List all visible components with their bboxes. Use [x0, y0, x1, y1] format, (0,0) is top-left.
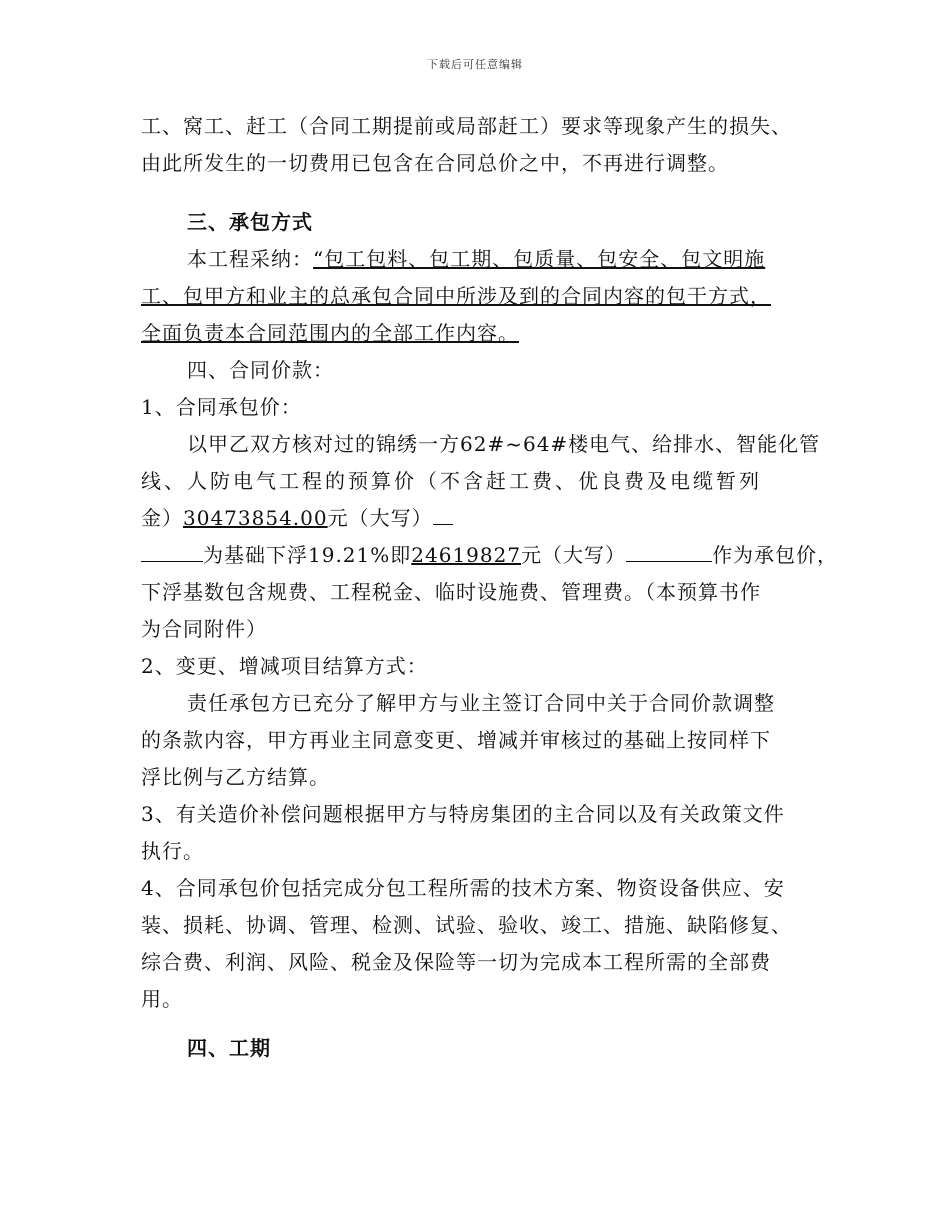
paragraph-line: 为合同附件） [141, 617, 267, 641]
paragraph-line: 以甲乙双方核对过的锦绣一方62#~64#楼电气、给排水、智能化管 [187, 432, 821, 456]
paragraph-line: 执行。 [141, 839, 204, 863]
paragraph-line: 下浮基数包含规费、工程税金、临时设施费、管理费。（本预算书作 [141, 580, 761, 604]
paragraph-line: 用。 [141, 987, 183, 1011]
paragraph-line: 责任承包方已充分了解甲方与业主签订合同中关于合同价款调整 [187, 691, 775, 715]
paragraph-line: 由此所发生的一切费用已包含在合同总价之中，不再进行调整。 [141, 151, 729, 175]
paragraph-line: 3、有关造价补偿问题根据甲方与特房集团的主合同以及有关政策文件 [141, 802, 785, 826]
paragraph-line: 工、窝工、赶工（合同工期提前或局部赶工）要求等现象产生的损失、 [141, 114, 792, 138]
item-title: 1、合同承包价： [141, 395, 302, 419]
document-body [141, 108, 839, 1067]
paragraph-line: 4、合同承包价包括完成分包工程所需的技术方案、物资设备供应、安 [141, 876, 785, 900]
page-header: 下载后可任意编辑 [427, 58, 523, 71]
paragraph-line: 浮比例与乙方结算。 [141, 765, 330, 789]
paragraph-line: 为基础下浮19.21%即24619827元（大写） 作为承包价， [141, 537, 813, 574]
blank-field [626, 537, 712, 562]
paragraph-line: 本工程采纳：“包工包料、包工期、包质量、包安全、包文明施 [187, 247, 766, 271]
section-heading: 四、工期 [187, 1036, 271, 1060]
paragraph-line: 全面负责本合同范围内的全部工作内容。 [141, 321, 519, 345]
paragraph-line: 装、损耗、协调、管理、检测、试验、验收、竣工、措施、缺陷修复、 [141, 913, 792, 937]
amount-value: 30473854.00 [183, 506, 328, 530]
blank-field [433, 500, 453, 525]
paragraph-line: 线、人防电气工程的预算价（不含赶工费、优良费及电缆暂列 [141, 469, 762, 493]
blank-field [141, 537, 203, 562]
section-heading: 四、合同价款： [187, 358, 334, 382]
item-title: 2、变更、增减项目结算方式： [141, 654, 428, 678]
paragraph-line: 工、包甲方和业主的总承包合同中所涉及到的合同内容的包干方式， [141, 284, 771, 308]
amount-value: 24619827 [411, 543, 522, 567]
section-heading: 三、承包方式 [187, 210, 313, 234]
paragraph-line: 金）30473854.00元（大写） [141, 500, 813, 537]
paragraph-line: 的条款内容，甲方再业主同意变更、增减并审核过的基础上按同样下 [141, 728, 771, 752]
paragraph-line: 综合费、利润、风险、税金及保险等一切为完成本工程所需的全部费 [141, 950, 771, 974]
